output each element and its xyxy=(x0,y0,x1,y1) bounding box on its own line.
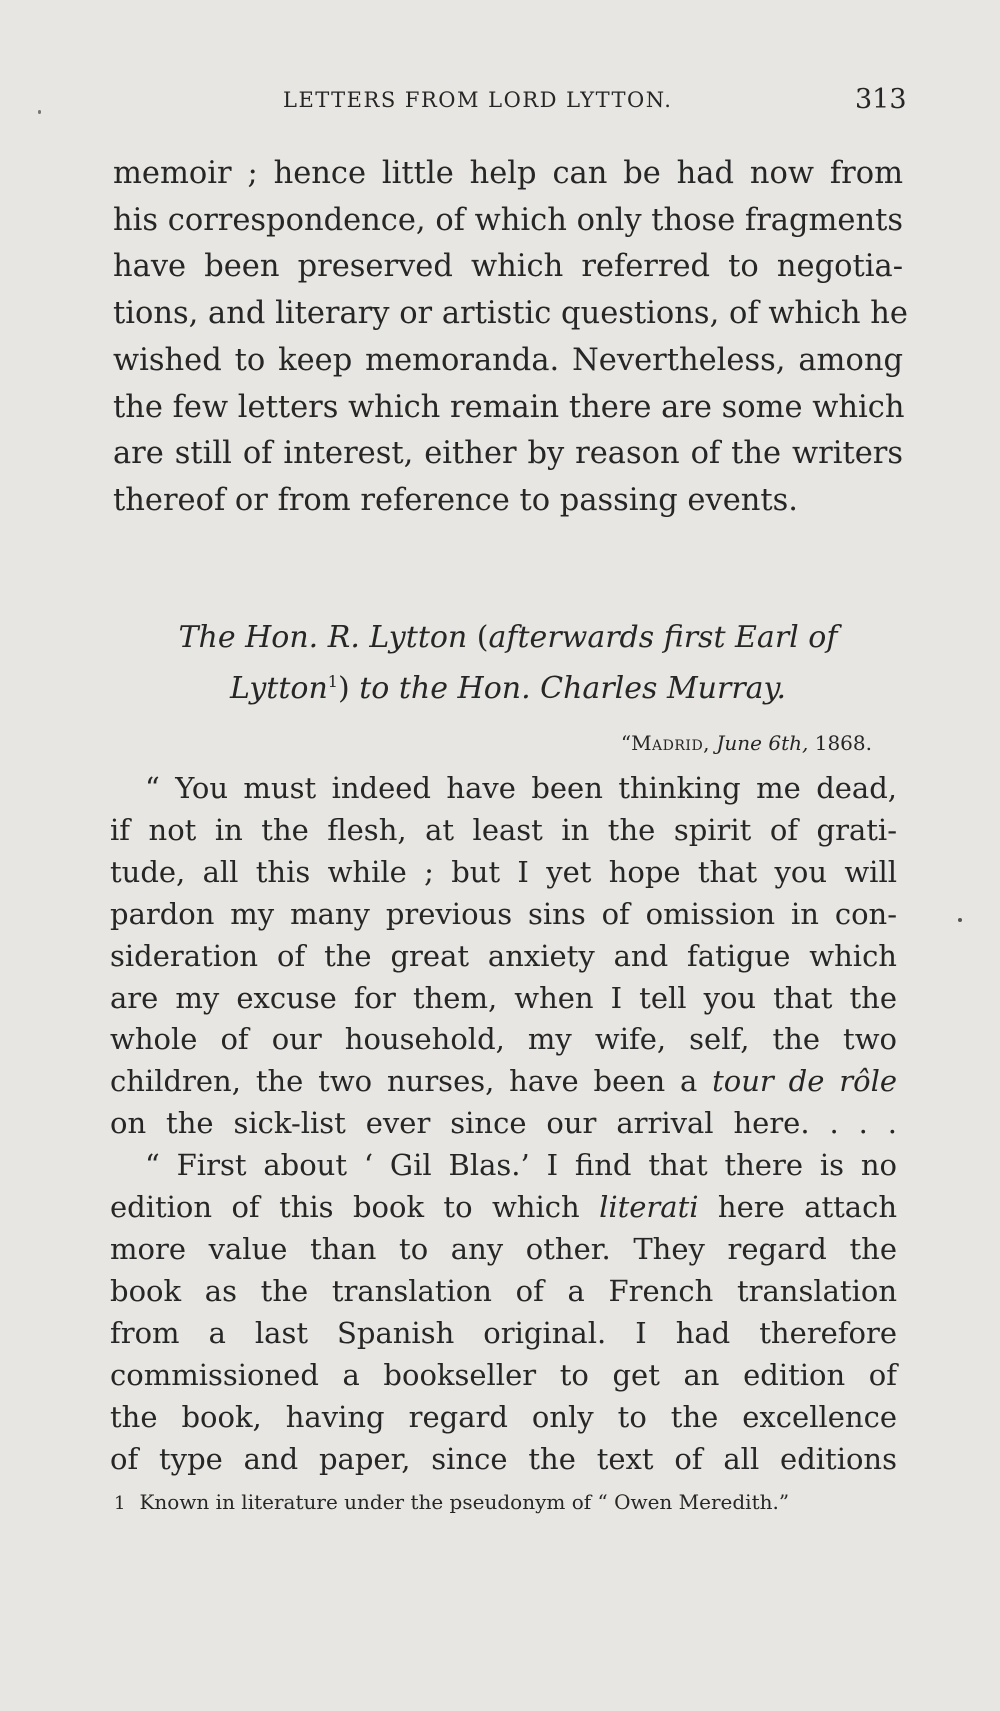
heading-text: The Hon. R. Lytton xyxy=(178,620,477,655)
footnote-mark: 1 xyxy=(114,1493,126,1514)
intro-paragraph xyxy=(113,151,908,525)
running-title: LETTERS FROM LORD LYTTON. xyxy=(283,88,673,112)
letter-line: sideration of the great anxiety and fatigue which xyxy=(110,938,897,973)
intro-line: wished to keep memoranda. Nevertheless, among xyxy=(113,342,903,378)
page-speck xyxy=(38,110,41,114)
heading-text: to the Hon. Charles Murray. xyxy=(349,671,787,706)
letter-line: more value than to any other. They regard the xyxy=(110,1231,897,1266)
footnote-ref: 1 xyxy=(327,672,338,691)
page-number: 313 xyxy=(855,84,907,115)
heading-line-2 xyxy=(113,660,903,711)
heading-paren: ) xyxy=(337,671,350,706)
heading-text: Lytton xyxy=(229,671,328,706)
letter-line: commissioned a bookseller to get an edition of xyxy=(110,1357,897,1392)
letter-heading xyxy=(113,616,903,711)
heading-line-1 xyxy=(113,616,903,660)
letter-line: tude, all this while ; but I yet hope that you will xyxy=(110,854,897,889)
dateline-quote: “ xyxy=(620,731,632,755)
letter-line: on the sick-list ever since our arrival here. . . . xyxy=(110,1106,897,1141)
intro-line: the few letters which remain there are some which xyxy=(113,389,905,425)
letter-line: if not in the flesh, at least in the spirit of grati- xyxy=(110,812,897,847)
dateline xyxy=(621,731,872,755)
intro-line: his correspondence, of which only those fragments xyxy=(113,202,904,238)
letter-line: from a last Spanish original. I had therefore xyxy=(110,1315,897,1350)
letter-line xyxy=(110,1187,897,1229)
intro-line: tions, and literary or artistic questions, of which he xyxy=(113,296,908,332)
letter-line: “ First about ‘ Gil Blas.’ I find that there is no xyxy=(145,1148,897,1183)
heading-paren: ( xyxy=(476,620,489,655)
letter-line: “ You must indeed have been thinking me dead, xyxy=(145,771,897,805)
heading-text: afterwards first Earl of xyxy=(488,620,838,655)
italic-phrase: tour de rôle xyxy=(712,1064,898,1099)
intro-line: memoir ; hence little help can be had now from xyxy=(113,156,903,191)
letter-text: edition of this book to which xyxy=(110,1190,600,1225)
italic-phrase: literati xyxy=(599,1190,699,1225)
letter-text: children, the two nurses, have been a xyxy=(110,1064,713,1099)
intro-line: have been preserved which referred to negotia- xyxy=(113,249,903,285)
letter-body xyxy=(110,768,897,1480)
footnote-text: Known in literature under the pseudonym of “ Owen Meredith.” xyxy=(139,1490,790,1514)
footnote xyxy=(114,1490,789,1514)
intro-line: are still of interest, either by reason of the writers xyxy=(113,436,903,472)
dateline-place: Madrid, xyxy=(631,731,711,755)
dateline-date: June 6th, xyxy=(716,731,809,755)
letter-line: the book, having regard only to the excellence xyxy=(110,1399,897,1434)
letter-line: of type and paper, since the text of all editions xyxy=(110,1441,897,1476)
letter-text: here attach xyxy=(698,1190,898,1225)
dateline-year: 1868. xyxy=(814,731,872,755)
letter-line xyxy=(110,1061,897,1103)
letter-line: are my excuse for them, when I tell you that the xyxy=(110,980,897,1015)
letter-line: book as the translation of a French translation xyxy=(110,1273,897,1308)
letter-line: pardon my many previous sins of omission in con- xyxy=(110,896,897,931)
page-speck xyxy=(958,918,962,922)
intro-line: thereof or from reference to passing events. xyxy=(113,482,798,518)
letter-line: whole of our household, my wife, self, the two xyxy=(110,1022,897,1057)
